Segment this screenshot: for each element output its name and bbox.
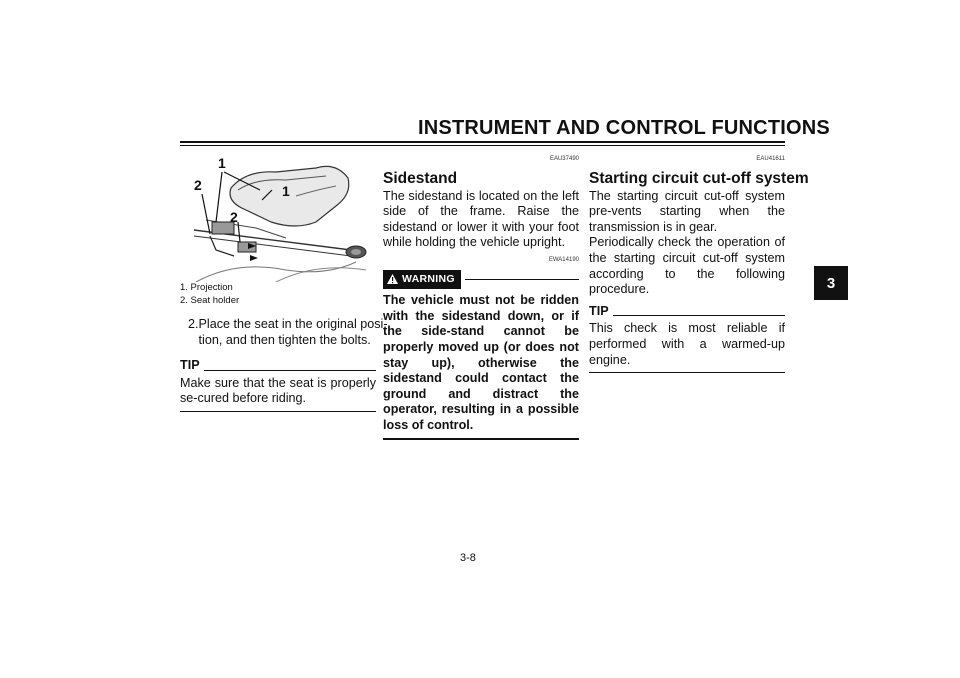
callout-2b: 2: [230, 209, 238, 225]
tip-text: This check is most reliable if performed with a warmed-up engine.: [589, 321, 785, 367]
tip-rule: [613, 315, 785, 316]
warning-header: [383, 270, 579, 290]
figure-caption-2: 2. Seat holder: [180, 294, 240, 306]
warning-badge: [383, 270, 461, 290]
warning-triangle-icon: [387, 274, 398, 284]
tip-header: [180, 358, 376, 374]
section-code: EAU37490: [549, 156, 579, 162]
callout-1b: 1: [282, 183, 290, 199]
step-text-line2: tion, and then tighten the bolts.: [198, 332, 371, 347]
tip-rule: [204, 370, 376, 371]
header-rule: [180, 141, 785, 143]
chapter-tab: 3: [814, 266, 848, 300]
tip-text: Make sure that the seat is properly se-cured before riding.: [180, 375, 376, 406]
section-title: Sidestand: [383, 169, 458, 187]
page-header-title: INSTRUMENT AND CONTROL FUNCTIONS: [418, 117, 830, 139]
page-number: 3-8: [460, 552, 476, 564]
section-body: The sidestand is located on the left side of the frame. Raise the sidestand or lower it with your foot while holding the vehicle upright.: [383, 188, 579, 250]
step-number: 2.: [188, 317, 199, 331]
left-column: [180, 282, 388, 412]
tip-label: TIP: [180, 358, 200, 373]
section-body-2: Periodically check the operation of the starting circuit cut-off system according to the following procedure.: [589, 235, 785, 297]
middle-column: [383, 152, 579, 440]
header-rule-thin: [180, 145, 785, 146]
section-body-1: The starting circuit cut-off system pre-vents starting when the transmission is in gear.: [589, 188, 785, 234]
figure-caption-1: 1. Projection: [180, 282, 233, 293]
right-column: [589, 152, 809, 373]
warning-rule: [465, 279, 579, 280]
step-text-line1: Place the seat in the original posi-: [198, 317, 388, 331]
warning-text: The vehicle must not be ridden with the sidestand down, or if the side-stand cannot be properly moved up (or does not stay up), otherwise the sidestand could contact the ground and distract the operator, resulting in a possible loss of control.: [383, 293, 579, 432]
warning-end-rule: [383, 438, 579, 440]
section-code: EAU41611: [756, 156, 785, 162]
callout-1a: 1: [218, 155, 226, 171]
seat-figure: [176, 150, 372, 282]
callout-2a: 2: [194, 177, 202, 193]
warning-code: EWA14190: [548, 256, 579, 263]
section-title: Starting circuit cut-off system: [589, 169, 809, 187]
seat-illustration: [176, 150, 372, 282]
warning-label: WARNING: [402, 272, 455, 285]
tip-label: TIP: [589, 303, 609, 318]
tip-end-rule: [589, 372, 785, 373]
tip-header: [589, 304, 785, 320]
tip-end-rule: [180, 411, 376, 412]
step-2: [180, 317, 388, 348]
